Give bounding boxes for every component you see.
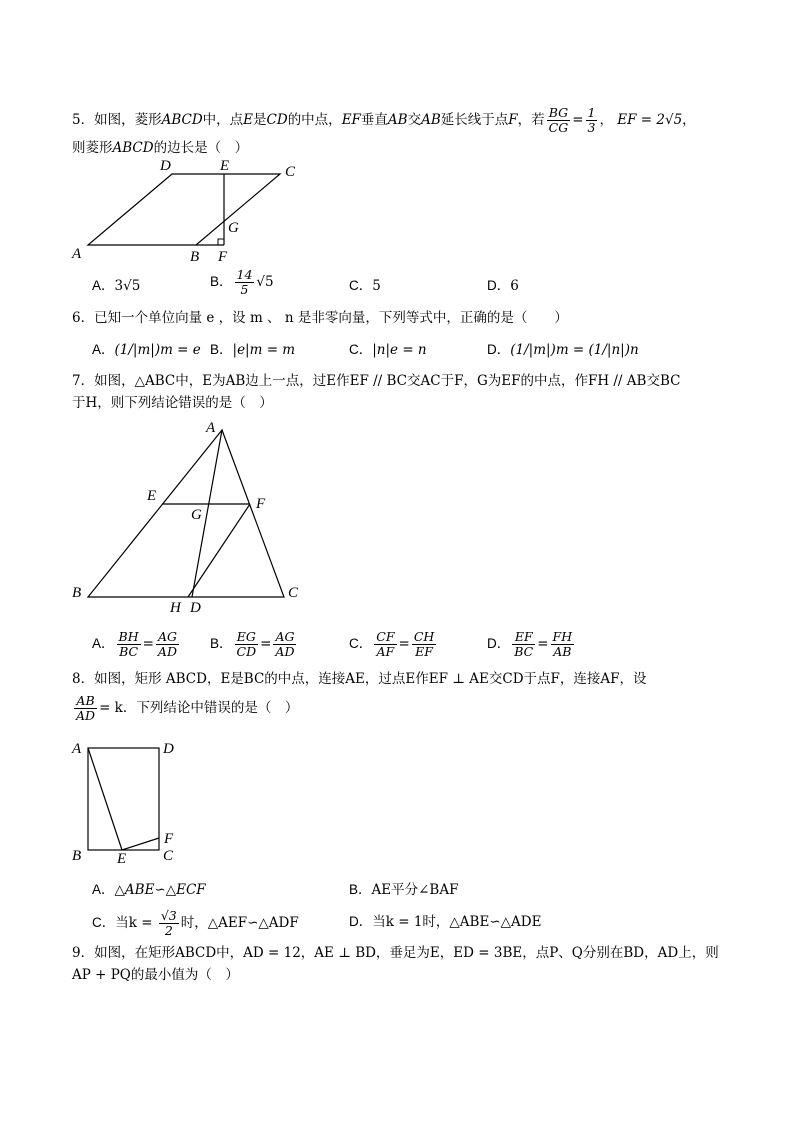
label-H: H bbox=[170, 600, 181, 616]
q7-option-d[interactable]: D． $\frac{EF}{BC}$ = $\frac{FH}{AB}$ bbox=[487, 629, 573, 659]
q5-option-a[interactable]: A．3√5 bbox=[92, 278, 141, 294]
q8-option-b[interactable]: B．AE平分∠BAF bbox=[349, 882, 459, 898]
q8-stem-line1: 8．如图，矩形 ABCD，E是BC的中点，连接AE，过点E作EF ⊥ AE交CD于点F，连接AF，设 bbox=[72, 671, 647, 687]
rectangle-abcd bbox=[88, 748, 159, 850]
label-G: G bbox=[228, 220, 239, 236]
label-E: E bbox=[147, 488, 157, 504]
label-C: C bbox=[163, 848, 174, 864]
fraction-one-third: $\frac{1}{3}$ bbox=[587, 105, 596, 135]
q8-option-a[interactable]: A．△ABE∽△ECF bbox=[92, 882, 206, 898]
q6-stem: 6．已知一个单位向量 e ，设 m 、 n 是非零向量，下列等式中，正确的是（ ） bbox=[72, 310, 568, 326]
label-E: E bbox=[117, 851, 127, 867]
q8-option-c[interactable]: C．当k = $\frac{√3}{2}$ 时，△AEF∽△ADF bbox=[92, 908, 299, 938]
q7-stem-line2: 于H，则下列结论错误的是（ ） bbox=[72, 395, 273, 411]
label-A: A bbox=[72, 741, 82, 757]
q7-option-c[interactable]: C． $\frac{CF}{AF}$ = $\frac{CH}{EF}$ bbox=[349, 629, 435, 659]
q6-option-a[interactable]: A．(1/|m|)m = e bbox=[92, 342, 201, 358]
label-C: C bbox=[285, 164, 296, 180]
label-A: A bbox=[72, 246, 82, 262]
label-D: D bbox=[163, 741, 174, 757]
q5-stem-line1: 5．如图，菱形ABCD中，点E是CD的中点，EF垂直AB交AB延长线于点F，若 $\frac{BG}{CG}$ = $\frac{1}{3}$ ， EF = 2√5， bbox=[72, 105, 696, 135]
segment-ae bbox=[88, 748, 122, 850]
label-D: D bbox=[160, 158, 171, 174]
q9-stem-line1: 9．如图，在矩形ABCD中，AD = 12，AE ⊥ BD，垂足为E，ED = 3BE，点P、Q分别在BD，AD上，则 bbox=[72, 945, 719, 961]
label-D: D bbox=[190, 600, 201, 616]
label-B: B bbox=[190, 249, 200, 265]
label-E: E bbox=[220, 158, 230, 174]
q7-option-a[interactable]: A． $\frac{BH}{BC}$ = $\frac{AG}{AD}$ bbox=[92, 629, 177, 659]
label-G: G bbox=[191, 507, 202, 523]
fraction-bg-cg: $\frac{BG}{CG}$ bbox=[548, 105, 569, 135]
q6-option-b[interactable]: B．|e|m = m bbox=[210, 342, 296, 358]
label-F: F bbox=[218, 249, 228, 265]
label-C: C bbox=[288, 585, 299, 601]
q7-stem-line1: 7．如图，△ABC中，E为AB边上一点，过E作EF // BC交AC于F，G为EF的中点，作FH // AB交BC bbox=[72, 373, 681, 389]
q6-option-d[interactable]: D．(1/|m|)m = (1/|n|)n bbox=[487, 342, 639, 358]
q5-option-c[interactable]: C．5 bbox=[349, 278, 381, 294]
q7-option-b[interactable]: B． $\frac{EG}{CD}$ = $\frac{AG}{AD}$ bbox=[210, 629, 295, 659]
label-F: F bbox=[256, 496, 266, 512]
label-F: F bbox=[164, 831, 174, 847]
q9-stem-line2: AP + PQ的最小值为（ ） bbox=[72, 967, 239, 983]
label-A: A bbox=[206, 420, 216, 436]
q8-option-d[interactable]: D．当k = 1时，△ABE∽△ADE bbox=[349, 914, 542, 930]
q8-stem-line2: $\frac{AB}{AD}$ = k．下列结论中错误的是（ ） bbox=[76, 693, 299, 723]
q5-option-d[interactable]: D．6 bbox=[487, 278, 519, 294]
q6-option-c[interactable]: C．|n|e = n bbox=[349, 342, 427, 358]
segment-ef bbox=[122, 838, 159, 850]
label-B: B bbox=[72, 585, 82, 601]
fraction-ab-ad: $\frac{AB}{AD}$ bbox=[76, 693, 96, 723]
q5-option-b[interactable]: B． $\frac{14}{5}$ √5 bbox=[210, 267, 274, 297]
label-B: B bbox=[72, 848, 82, 864]
q5-stem-line2: 则菱形ABCD的边长是（ ） bbox=[72, 140, 249, 156]
